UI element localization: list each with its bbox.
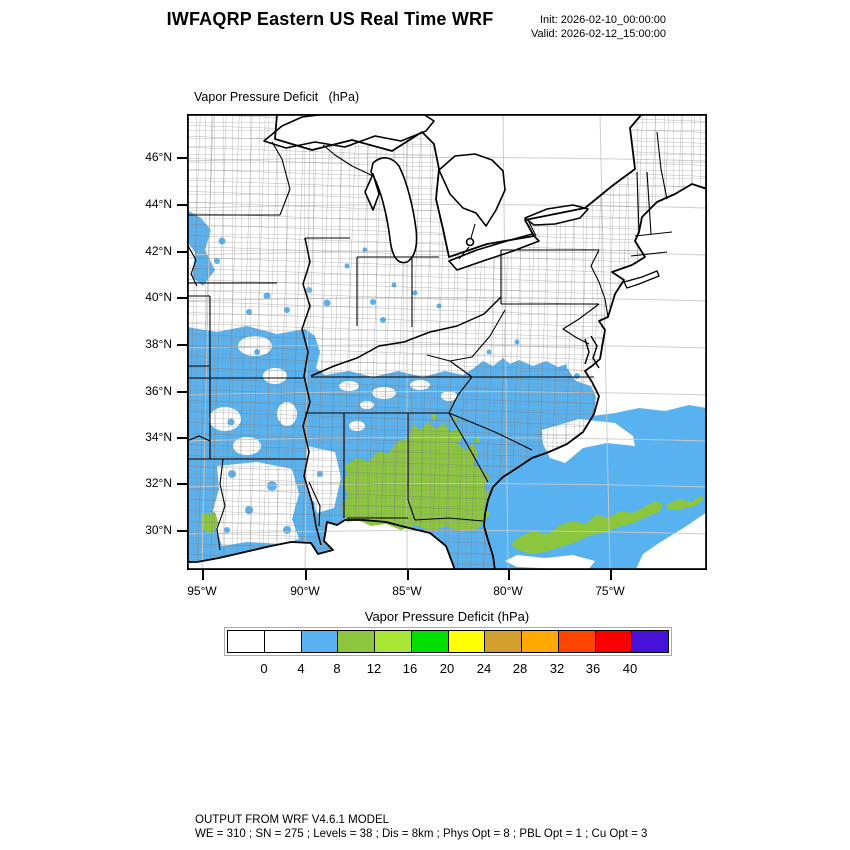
colorbar-cell: [411, 631, 448, 652]
lon-tick: [305, 570, 307, 580]
lat-tick: [177, 483, 187, 485]
model-credit-line1: OUTPUT FROM WRF V4.6.1 MODEL: [195, 814, 390, 826]
colorbar-tick-label: 32: [549, 661, 565, 676]
colorbar-cell: [631, 631, 668, 652]
colorbar-cell: [337, 631, 374, 652]
init-timestamp: Init: 2026-02-10_00:00:00: [540, 14, 666, 26]
colorbar-cell: [521, 631, 558, 652]
lon-tick: [508, 570, 510, 580]
colorbar-cell: [484, 631, 521, 652]
lat-label: 38°N: [145, 337, 172, 351]
colorbar-tick-label: 40: [622, 661, 638, 676]
model-credits: [195, 813, 647, 841]
colorbar-cell: [228, 631, 264, 652]
lon-tick: [202, 570, 204, 580]
lat-tick: [177, 297, 187, 299]
colorbar-tick-label: 16: [402, 661, 418, 676]
colorbar-cell: [301, 631, 338, 652]
map-panel: [187, 114, 707, 570]
colorbar-tick-label: 4: [297, 661, 305, 676]
lat-tick: [177, 157, 187, 159]
lon-label: 95°W: [187, 584, 217, 598]
model-credit-line2: WE = 310 ; SN = 275 ; Levels = 38 ; Dis = 8km ; Phys Opt = 8 ; PBL Opt = 1 ; Cu Opt = 3: [195, 828, 648, 840]
colorbar-cell: [558, 631, 595, 652]
lat-label: 44°N: [145, 197, 172, 211]
plot-title: Vapor Pressure Deficit (hPa): [194, 90, 360, 104]
valid-timestamp: Valid: 2026-02-12_15:00:00: [531, 28, 666, 40]
lon-label: 75°W: [595, 584, 625, 598]
lat-label: 42°N: [145, 244, 172, 258]
colorbar-tick-label: 20: [439, 661, 455, 676]
colorbar-cell: [595, 631, 632, 652]
colorbar: [227, 630, 669, 653]
colorbar-cell: [374, 631, 411, 652]
lat-label: 34°N: [145, 430, 172, 444]
lat-label: 40°N: [145, 290, 172, 304]
lon-tick: [407, 570, 409, 580]
lat-tick: [177, 251, 187, 253]
colorbar-cell: [264, 631, 301, 652]
lon-label: 80°W: [493, 584, 523, 598]
lat-tick: [177, 437, 187, 439]
run-times: [531, 13, 666, 41]
lat-tick: [177, 530, 187, 532]
colorbar-tick-label: 36: [585, 661, 601, 676]
lat-tick: [177, 391, 187, 393]
lat-label: 32°N: [145, 476, 172, 490]
colorbar-tick-label: 24: [476, 661, 492, 676]
lon-tick: [610, 570, 612, 580]
colorbar-tick-label: 0: [260, 661, 268, 676]
lat-label: 30°N: [145, 523, 172, 537]
colorbar-tick-label: 12: [366, 661, 382, 676]
colorbar-tick-label: 28: [512, 661, 528, 676]
colorbar-tick-label: 8: [333, 661, 341, 676]
lat-label: 46°N: [145, 150, 172, 164]
lon-label: 90°W: [290, 584, 320, 598]
lat-tick: [177, 344, 187, 346]
colorbar-title: Vapor Pressure Deficit (hPa): [364, 609, 530, 624]
colorbar-cell: [448, 631, 485, 652]
lon-label: 85°W: [392, 584, 422, 598]
figure-title: IWFAQRP Eastern US Real Time WRF: [166, 9, 494, 29]
lat-tick: [177, 204, 187, 206]
map-canvas: [187, 114, 707, 570]
lat-label: 36°N: [145, 384, 172, 398]
